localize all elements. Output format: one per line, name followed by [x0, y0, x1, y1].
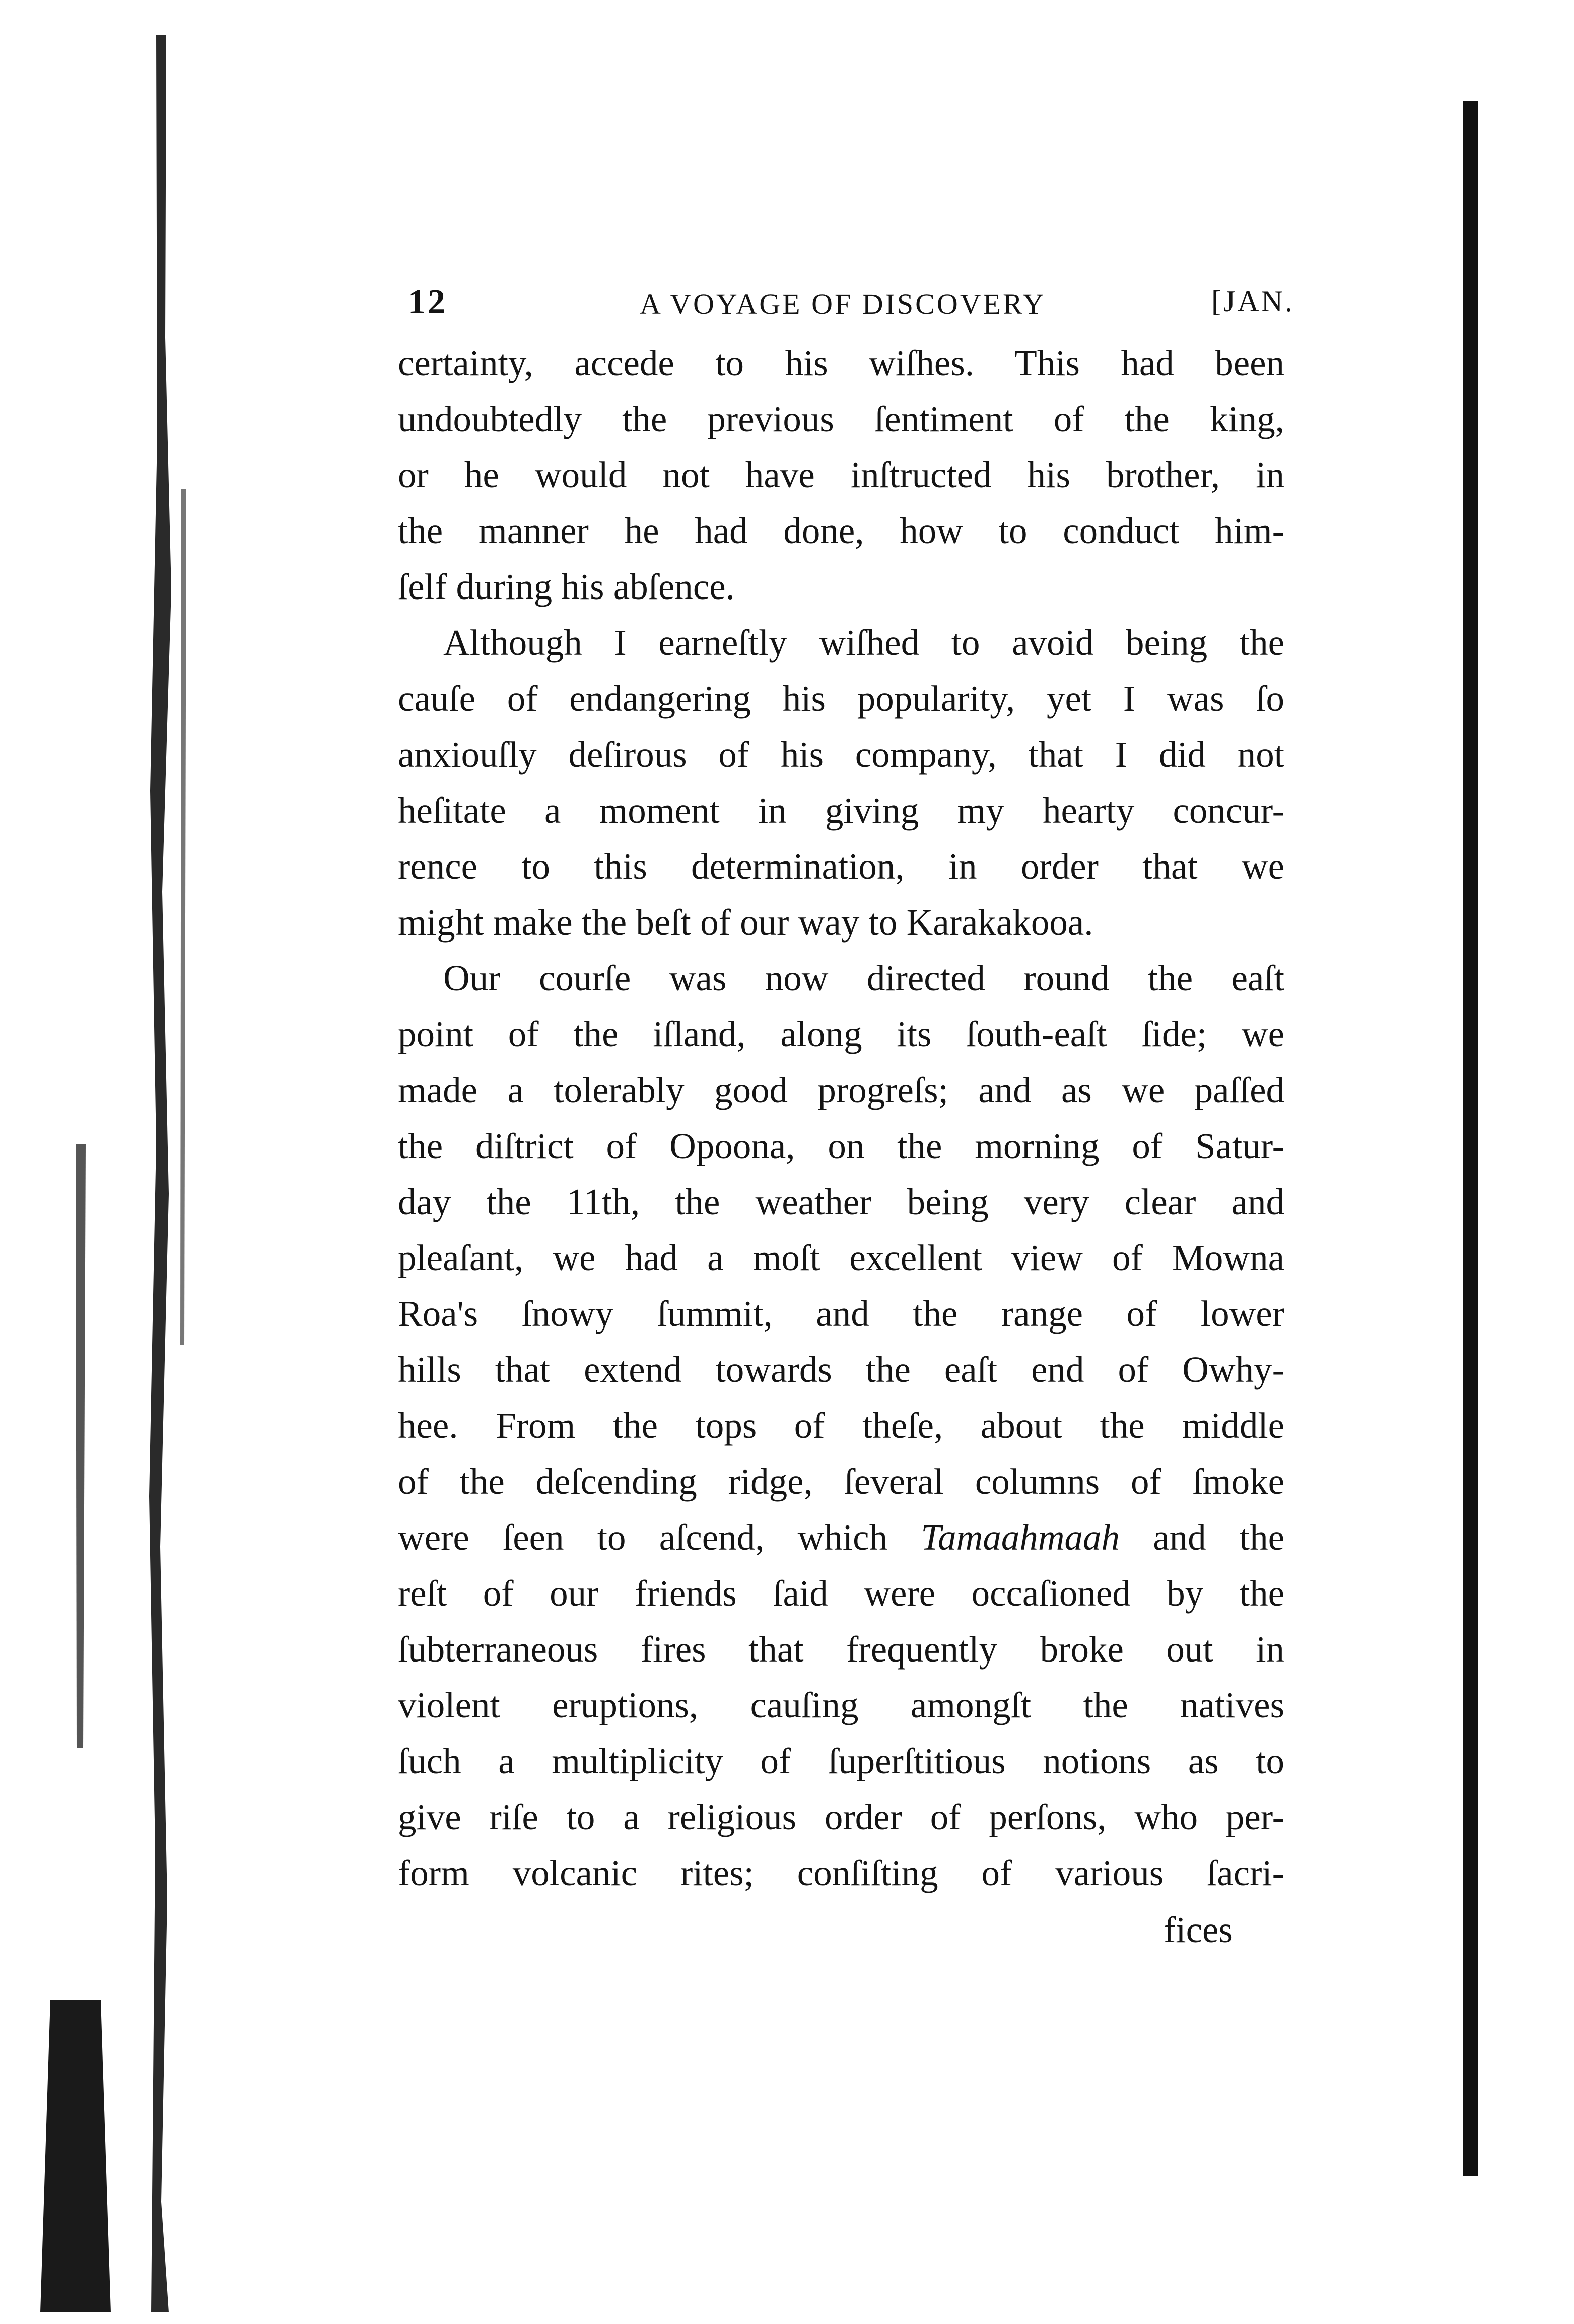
text-line: anxiouſly deſirous of his company, that I did not	[398, 734, 1284, 775]
text-line: made a tolerably good progreſs; and as we paſſed	[398, 1070, 1284, 1110]
text-line: certainty, accede to his wiſhes. This had been	[398, 343, 1284, 383]
text-line: give riſe to a religious order of perſons, who per-	[398, 1797, 1284, 1837]
text-line: ſuch a multiplicity of ſuperſtitious notions as to	[398, 1741, 1284, 1781]
text-line: Roa's ſnowy ſummit, and the range of lower	[398, 1293, 1284, 1334]
text-line: the manner he had done, how to conduct him-	[398, 510, 1284, 551]
text-line: point of the iſland, along its ſouth-eaſt ſide; we	[398, 1014, 1284, 1054]
text-line: Although I earneſtly wiſhed to avoid being the	[443, 622, 1284, 663]
text-line: of the deſcending ridge, ſeveral columns of ſmoke	[398, 1461, 1284, 1502]
text-line: violent eruptions, cauſing amongſt the natives	[398, 1685, 1284, 1725]
text-line: day the 11th, the weather being very clear and	[398, 1181, 1284, 1222]
text-line: Our courſe was now directed round the eaſt	[443, 958, 1284, 999]
catchword: fices	[1164, 1909, 1233, 1950]
text-line: were ſeen to aſcend, which Tamaahmaah and the	[398, 1517, 1284, 1558]
text-line: hills that extend towards the eaſt end of Owhy-	[398, 1349, 1284, 1390]
text-line: ſelf during his abſence.	[398, 566, 735, 607]
scan-right-edge-shadow	[1463, 101, 1478, 2176]
text-line: hee. From the tops of theſe, about the middle	[398, 1405, 1284, 1446]
text-line: heſitate a moment in giving my hearty concur-	[398, 790, 1284, 831]
text-line: rence to this determination, in order that we	[398, 846, 1284, 887]
text-line: undoubtedly the previous ſentiment of the king,	[398, 399, 1284, 439]
text-line: cauſe of endangering his popularity, yet I was ſo	[398, 678, 1284, 719]
margin-date-mark: [JAN.	[1211, 285, 1294, 318]
body-text	[398, 335, 1284, 1901]
text-line: ſubterraneous fires that frequently broke out in	[398, 1629, 1284, 1670]
scan-gutter-artifact	[30, 35, 222, 2312]
text-line: pleaſant, we had a moſt excellent view of Mowna	[398, 1237, 1284, 1278]
page-number: 12	[408, 283, 447, 321]
text-line: might make the beſt of our way to Karakakooa.	[398, 902, 1093, 943]
text-line: reſt of our friends ſaid were occaſioned by the	[398, 1573, 1284, 1614]
text-line: the diſtrict of Opoona, on the morning of Satur-	[398, 1125, 1284, 1166]
page-header	[408, 282, 1294, 327]
text-line: form volcanic rites; conſiſting of various ſacri-	[398, 1852, 1284, 1893]
running-title: A VOYAGE OF DISCOVERY	[640, 288, 1046, 320]
text-line: or he would not have inſtructed his brother, in	[398, 454, 1284, 495]
italic-name: Tamaahmaah	[921, 1517, 1120, 1558]
